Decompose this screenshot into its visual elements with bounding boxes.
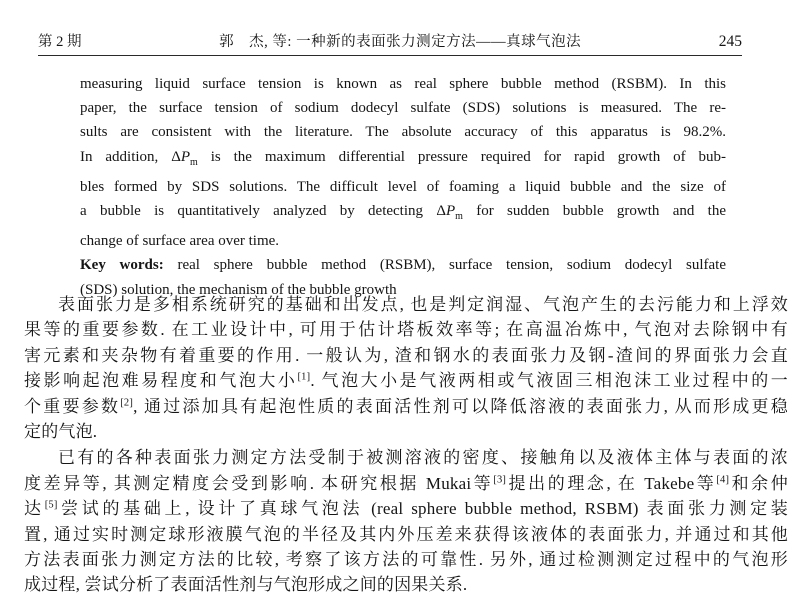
body-text-line: 个重要参数[2], 通过添加具有起泡性质的表面活性剂可以降低溶液的表面张力, 从而形成更稳: [24, 396, 789, 416]
body-text-line: 表面张力是多相系统研究的基础和出发点, 也是判定润湿、气泡产生的去污能力和上浮效: [58, 295, 788, 314]
abstract-line: sults are consistent with the literature. The absolute accuracy of this apparatus is 98.2%.: [80, 124, 726, 141]
english-abstract: [80, 72, 726, 302]
abstract-line: paper, the surface tension of sodium dodecyl sulfate (SDS) solutions is measured. The re-: [80, 100, 726, 117]
body-text-line: 置, 通过实时测定球形液膜气泡的半径及其内外压差来获得该液体的表面张力, 并通过和其他: [24, 524, 788, 544]
body-text-line: 达[5]尝试的基础上, 设计了真球气泡法 (real sphere bubble method, RSBM) 表面张力测定装: [24, 499, 788, 519]
abstract-line: change of surface area over time.: [80, 233, 280, 250]
abstract-line: In addition, $\Delta P_m$ is the maximum differential pressure required for rapid growth of bub-: [80, 148, 726, 168]
body-text-line: 害元素和夹杂物有着重要的作用. 一般认为, 渣和钢水的表面张力及钢-渣间的界面张力会直: [24, 345, 788, 365]
abstract-line: Key words: real sphere bubble method (RSBM), surface tension, sodium dodecyl sulfate: [80, 257, 726, 274]
abstract-line: a bubble is quantitatively analyzed by detecting $\Delta P_m$ for sudden bubble growth and the: [80, 203, 726, 223]
header-rule: [38, 55, 742, 56]
body-paragraph: [24, 292, 788, 444]
body-text-line: 果等的重要参数. 在工业设计中, 可用于估计塔板效率等; 在高温冶炼中, 气泡对去除钢中有: [24, 320, 788, 340]
abstract-line: bles formed by SDS solutions. The difficult level of foaming a liquid bubble and the size of: [80, 178, 726, 195]
body-text-line: 已有的各种表面张力测定方法受制于被测溶液的密度、接触角以及液体主体与表面的浓: [58, 448, 788, 468]
abstract-line: (SDS) solution, the mechanism of the bubble growth: [80, 281, 397, 298]
body-text-line: 方法表面张力测定方法的比较, 考察了该方法的可靠性. 另外, 通过检测测定过程中的气泡形: [24, 550, 788, 570]
page-header: [38, 33, 742, 51]
body-text-line: 度差异等, 其测定精度会受到影响. 本研究根据 Mukai等[3]提出的理念, 在 Takebe等[4]和余仲: [24, 473, 788, 493]
body-paragraph: [24, 445, 788, 597]
body-text-line: 成过程, 尝试分析了表面活性剂与气泡形成之间的因果关系.: [24, 575, 468, 595]
issue-label: 第 2 期: [38, 34, 82, 50]
running-title: 郭 杰, 等: 一种新的表面张力测定方法——真球气泡法: [219, 34, 582, 50]
body-text-line: 定的气泡.: [24, 422, 98, 442]
abstract-line: measuring liquid surface tension is known as real sphere bubble method (RSBM). In this: [80, 76, 726, 92]
body-text-line: 接影响起泡难易程度和气泡大小[1]. 气泡大小是气液两相或气液固三相泡沫工业过程中的一: [24, 371, 788, 391]
chinese-body: [24, 292, 788, 598]
page-number: 245: [718, 33, 742, 50]
